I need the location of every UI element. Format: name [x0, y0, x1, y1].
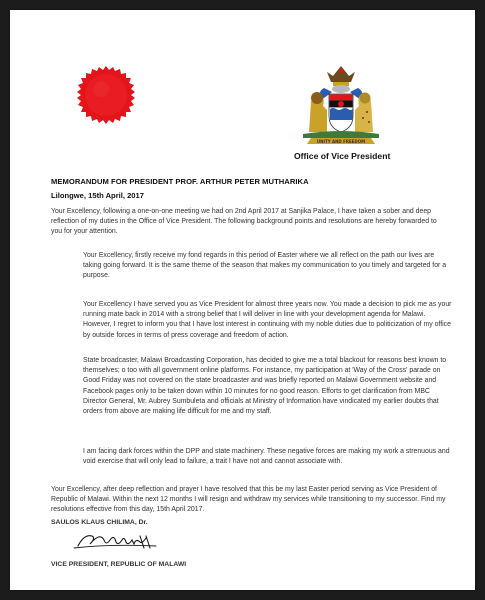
signatory-title: VICE PRESIDENT, REPUBLIC OF MALAWI: [51, 561, 187, 568]
memo-paragraph: State broadcaster, Malawi Broadcasting Corporation, has decided to give me a total blackout for reasons best known to themselves; o too with all government online platforms. For instance, my participation at 'Way of the Cross' parade on Good Friday was not covered on the state broadcaster and was briefly reported on Malawi Government website and Facebook pages only to be taken down within 10 minutes for no good reason. Efforts to get clarification from MBC Director General, Mr. Aubrey Sumbuleta and officials at Ministry of Information have vindicated my earlier doubts that orders from above are making life difficult for me and my staff.: [83, 357, 447, 416]
memo-paragraph: I am facing dark forces within the DPP and state machinery. These negative forces are making my work a strenuous and void exercise that will only lead to failure, a trait I have not and cannot associate with.: [83, 448, 450, 466]
memo-paragraph: Your Excellency, after deep reflection and prayer I have resolved that this be my last Easter period serving as Vice President of Republic of Malawi. Within the next 12 months I will resign and withdraw my services while transitioning to my successor. Find my resolutions effective from this day, 15th April 2017.: [51, 486, 446, 514]
memo-date: Lilongwe, 15th April, 2017: [51, 191, 144, 200]
red-wax-seal-icon: [76, 65, 136, 125]
memo-paragraph: Your Excellency, firstly receive my fond regards in this period of Easter where we all reflect on the path our lives are taking going forward. It is the same theme of the season that makes my communication to you timely and targeted for a purpose.: [83, 252, 447, 280]
memo-paragraph: Your Excellency, following a one-on-one meeting we had on 2nd April 2017 at Sanjika Palace, I have taken a sober and deep reflection of my duties in the Office of Vice President. The following background points and resolutions are hereby forwarded to you for your attention.: [51, 208, 437, 236]
signatory-name: SAULOS KLAUS CHILIMA, Dr.: [51, 519, 148, 526]
memo-paragraph: Your Excellency I have served you as Vice President for almost three years now. You made a decision to pick me as your running mate back in 2014 with a strong belief that I will deliver in line with your development agenda for Malawi. However, I regret to inform you that I have lost interest in continuing with my noble duties due to politicization of my office by outside forces in terms of press coverage and freedom of action.: [83, 301, 452, 339]
motto-text: UNITY AND FREEDOM: [316, 138, 366, 144]
memo-page: [10, 10, 475, 590]
office-title: Office of Vice President: [294, 151, 391, 161]
handwritten-signature: [70, 528, 160, 554]
memo-title: MEMORANDUM FOR PRESIDENT PROF. ARTHUR PETER MUTHARIKA: [51, 177, 309, 186]
malawi-coat-of-arms-icon: [297, 62, 385, 146]
